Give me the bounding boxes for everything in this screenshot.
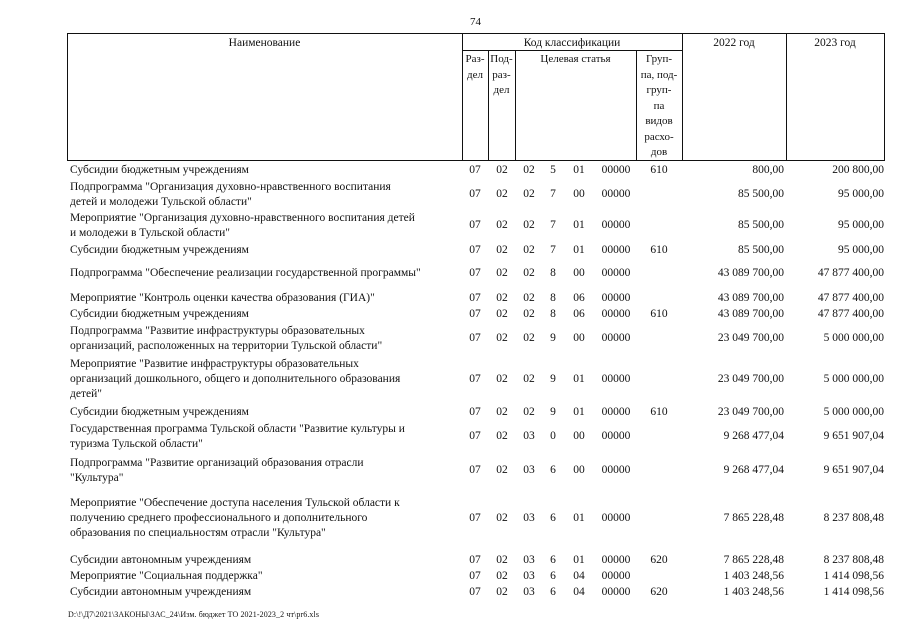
cell-c4: 00000 — [601, 308, 631, 320]
row-name — [70, 569, 462, 584]
cell-c4: 00000 — [601, 219, 631, 231]
row-name-line: организаций, расположенных на территории Тульской области" — [70, 340, 383, 352]
header-expense-group: Груп- па, под- груп- па видов расхо- дов — [640, 53, 678, 158]
cell-rz: 07 — [469, 188, 481, 200]
row-name-line: Подпрограмма "Развитие организаций образования отрасли — [70, 457, 364, 469]
row-name-line: Субсидии бюджетным учреждениям — [70, 164, 249, 176]
row-name-line: Субсидии автономным учреждениям — [70, 554, 252, 566]
table-row — [0, 180, 905, 210]
cell-2022-amount: 1 403 248,56 — [723, 570, 784, 582]
row-name-line: Субсидии бюджетным учреждениям — [70, 244, 249, 256]
cell-2023-amount: 47 877 400,00 — [817, 292, 884, 304]
cell-c1: 02 — [523, 219, 535, 231]
cell-c4: 00000 — [601, 244, 631, 256]
table-row — [0, 405, 905, 420]
cell-c2: 7 — [550, 219, 556, 231]
cell-c4: 00000 — [601, 554, 631, 566]
cell-c3: 00 — [573, 430, 585, 442]
cell-2022-amount: 1 403 248,56 — [723, 586, 784, 598]
row-name — [70, 324, 462, 354]
cell-c2: 6 — [550, 554, 556, 566]
cell-c2: 8 — [550, 292, 556, 304]
table-row — [0, 243, 905, 258]
cell-rz: 07 — [469, 164, 481, 176]
cell-c2: 9 — [550, 373, 556, 385]
cell-c2: 9 — [550, 406, 556, 418]
cell-c4: 00000 — [601, 373, 631, 385]
cell-c3: 01 — [573, 219, 585, 231]
table-row — [0, 211, 905, 241]
row-name-line: и молодежи в Тульской области" — [70, 227, 231, 239]
row-name-line: Субсидии автономным учреждениям — [70, 586, 252, 598]
cell-2022-amount: 43 089 700,00 — [717, 308, 784, 320]
cell-c3: 01 — [573, 406, 585, 418]
cell-pr: 02 — [496, 292, 508, 304]
row-name-line: Мероприятие "Обеспечение доступа населения Тульской области к — [70, 497, 400, 509]
row-name — [70, 496, 462, 541]
row-name-line: организаций дошкольного, общего и дополнительного образования — [70, 373, 401, 385]
table-row — [0, 357, 905, 402]
row-name-line: детей и молодежи Тульской области" — [70, 196, 252, 208]
table-row — [0, 422, 905, 452]
row-name-line: детей" — [70, 388, 102, 400]
cell-c2: 8 — [550, 308, 556, 320]
row-name-line: получению среднего профессионального и дополнительного — [70, 512, 368, 524]
cell-pr: 02 — [496, 164, 508, 176]
cell-vr: 610 — [650, 164, 668, 176]
cell-c1: 02 — [523, 406, 535, 418]
cell-c3: 01 — [573, 554, 585, 566]
cell-c3: 00 — [573, 188, 585, 200]
header-podrazdel: Под- раз- дел — [490, 53, 513, 96]
row-name-line: образования по специальностям отрасли "Культура" — [70, 527, 326, 539]
row-name — [70, 180, 462, 210]
cell-c4: 00000 — [601, 267, 631, 279]
cell-c4: 00000 — [601, 188, 631, 200]
header-bottom-border — [67, 160, 885, 161]
cell-pr: 02 — [496, 332, 508, 344]
cell-pr: 02 — [496, 554, 508, 566]
cell-rz: 07 — [469, 430, 481, 442]
cell-c3: 06 — [573, 308, 585, 320]
cell-c2: 8 — [550, 267, 556, 279]
cell-2023-amount: 95 000,00 — [838, 219, 884, 231]
cell-2023-amount: 95 000,00 — [838, 244, 884, 256]
cell-c3: 01 — [573, 512, 585, 524]
row-name-line: Государственная программа Тульской области "Развитие культуры и — [70, 423, 405, 435]
cell-2022-amount: 43 089 700,00 — [717, 292, 784, 304]
table-row — [0, 324, 905, 354]
cell-2023-amount: 8 237 808,48 — [823, 512, 884, 524]
cell-2023-amount: 200 800,00 — [832, 164, 884, 176]
row-name — [70, 456, 462, 486]
table-row — [0, 553, 905, 568]
row-name-line: Подпрограмма "Развитие инфраструктуры образовательных — [70, 325, 365, 337]
header-col-divider-year — [786, 33, 787, 161]
cell-rz: 07 — [469, 308, 481, 320]
header-classification: Код классификации — [523, 37, 621, 49]
cell-pr: 02 — [496, 586, 508, 598]
header-target-article: Целевая статья — [540, 53, 611, 65]
cell-rz: 07 — [469, 554, 481, 566]
cell-c2: 6 — [550, 586, 556, 598]
cell-2023-amount: 8 237 808,48 — [823, 554, 884, 566]
header-left-border — [67, 33, 68, 161]
cell-c2: 6 — [550, 464, 556, 476]
header-classification-divider — [462, 50, 682, 51]
header-right-border — [884, 33, 885, 161]
cell-2023-amount: 95 000,00 — [838, 188, 884, 200]
file-path-footer: D:\!\Д7\2021\ЗАКОНЫ\ЗАС_24\Изм. бюджет ТО 2021-2023_2 чт\pr6.xls — [68, 610, 320, 619]
table-row — [0, 585, 905, 600]
cell-c2: 9 — [550, 332, 556, 344]
table-row — [0, 307, 905, 322]
cell-vr: 610 — [650, 406, 668, 418]
cell-c3: 00 — [573, 332, 585, 344]
cell-c3: 04 — [573, 586, 585, 598]
header-year-2023: 2023 год — [814, 37, 856, 49]
cell-2022-amount: 7 865 228,48 — [723, 512, 784, 524]
row-name-line: Подпрограмма "Обеспечение реализации государственной программы" — [70, 267, 421, 279]
row-name — [70, 266, 462, 281]
cell-c3: 01 — [573, 164, 585, 176]
cell-c4: 00000 — [601, 430, 631, 442]
row-name-line: Мероприятие "Социальная поддержка" — [70, 570, 263, 582]
row-name — [70, 243, 462, 258]
header-top-border — [67, 33, 885, 34]
cell-pr: 02 — [496, 188, 508, 200]
table-row — [0, 496, 905, 541]
cell-c2: 0 — [550, 430, 556, 442]
cell-c4: 00000 — [601, 586, 631, 598]
cell-c1: 03 — [523, 570, 535, 582]
cell-c4: 00000 — [601, 570, 631, 582]
cell-vr: 610 — [650, 244, 668, 256]
cell-2022-amount: 85 500,00 — [738, 244, 784, 256]
cell-pr: 02 — [496, 406, 508, 418]
row-name — [70, 585, 462, 600]
cell-c2: 7 — [550, 188, 556, 200]
cell-rz: 07 — [469, 332, 481, 344]
row-name-line: Субсидии бюджетным учреждениям — [70, 308, 249, 320]
cell-c2: 6 — [550, 570, 556, 582]
page-number: 74 — [470, 16, 481, 28]
cell-c1: 03 — [523, 464, 535, 476]
row-name-line: туризма Тульской области" — [70, 438, 203, 450]
cell-c4: 00000 — [601, 406, 631, 418]
row-name — [70, 422, 462, 452]
row-name-line: Субсидии бюджетным учреждениям — [70, 406, 249, 418]
cell-c3: 06 — [573, 292, 585, 304]
cell-rz: 07 — [469, 267, 481, 279]
cell-rz: 07 — [469, 586, 481, 598]
cell-c3: 01 — [573, 244, 585, 256]
cell-rz: 07 — [469, 406, 481, 418]
table-row — [0, 266, 905, 281]
cell-c4: 00000 — [601, 164, 631, 176]
cell-c1: 02 — [523, 308, 535, 320]
cell-c4: 00000 — [601, 464, 631, 476]
cell-c1: 02 — [523, 267, 535, 279]
row-name-line: Подпрограмма "Организация духовно-нравственного воспитания — [70, 181, 391, 193]
row-name — [70, 291, 462, 306]
table-row — [0, 569, 905, 584]
cell-vr: 610 — [650, 308, 668, 320]
cell-pr: 02 — [496, 267, 508, 279]
cell-c4: 00000 — [601, 332, 631, 344]
row-name — [70, 163, 462, 178]
cell-2022-amount: 23 049 700,00 — [717, 406, 784, 418]
cell-pr: 02 — [496, 512, 508, 524]
row-name-line: Мероприятие "Организация духовно-нравственного воспитания детей — [70, 212, 415, 224]
cell-pr: 02 — [496, 308, 508, 320]
cell-c1: 02 — [523, 164, 535, 176]
cell-pr: 02 — [496, 244, 508, 256]
cell-pr: 02 — [496, 570, 508, 582]
cell-2023-amount: 5 000 000,00 — [823, 332, 884, 344]
cell-c1: 02 — [523, 244, 535, 256]
header-year-2022: 2022 год — [713, 37, 755, 49]
cell-c4: 00000 — [601, 292, 631, 304]
cell-rz: 07 — [469, 570, 481, 582]
row-name — [70, 307, 462, 322]
cell-c3: 04 — [573, 570, 585, 582]
cell-rz: 07 — [469, 512, 481, 524]
row-name — [70, 211, 462, 241]
cell-c1: 03 — [523, 586, 535, 598]
cell-c3: 01 — [573, 373, 585, 385]
cell-c1: 03 — [523, 512, 535, 524]
cell-2022-amount: 85 500,00 — [738, 188, 784, 200]
cell-2022-amount: 23 049 700,00 — [717, 373, 784, 385]
header-name: Наименование — [228, 37, 301, 49]
row-name — [70, 553, 462, 568]
cell-2022-amount: 9 268 477,04 — [723, 464, 784, 476]
cell-2023-amount: 5 000 000,00 — [823, 373, 884, 385]
cell-c1: 03 — [523, 430, 535, 442]
row-name-line: Мероприятие "Контроль оценки качества образования (ГИА)" — [70, 292, 375, 304]
cell-2023-amount: 5 000 000,00 — [823, 406, 884, 418]
cell-rz: 07 — [469, 464, 481, 476]
cell-c3: 00 — [573, 267, 585, 279]
cell-c3: 00 — [573, 464, 585, 476]
cell-rz: 07 — [469, 373, 481, 385]
cell-2022-amount: 9 268 477,04 — [723, 430, 784, 442]
cell-rz: 07 — [469, 244, 481, 256]
header-col-divider-group — [682, 33, 683, 161]
cell-vr: 620 — [650, 586, 668, 598]
cell-c1: 02 — [523, 373, 535, 385]
cell-c2: 7 — [550, 244, 556, 256]
row-name-line: "Культура" — [70, 472, 124, 484]
cell-2023-amount: 47 877 400,00 — [817, 267, 884, 279]
cell-c4: 00000 — [601, 512, 631, 524]
cell-pr: 02 — [496, 430, 508, 442]
cell-2022-amount: 23 049 700,00 — [717, 332, 784, 344]
header-razdel: Раз- дел — [465, 53, 485, 81]
cell-2022-amount: 800,00 — [752, 164, 784, 176]
cell-2023-amount: 9 651 907,04 — [823, 430, 884, 442]
cell-c2: 6 — [550, 512, 556, 524]
table-row — [0, 456, 905, 486]
table-row — [0, 163, 905, 178]
cell-c1: 02 — [523, 188, 535, 200]
cell-2023-amount: 1 414 098,56 — [823, 586, 884, 598]
cell-2022-amount: 85 500,00 — [738, 219, 784, 231]
cell-pr: 02 — [496, 219, 508, 231]
cell-c2: 5 — [550, 164, 556, 176]
cell-2023-amount: 47 877 400,00 — [817, 308, 884, 320]
table-row — [0, 291, 905, 306]
cell-2023-amount: 1 414 098,56 — [823, 570, 884, 582]
cell-2022-amount: 7 865 228,48 — [723, 554, 784, 566]
cell-2022-amount: 43 089 700,00 — [717, 267, 784, 279]
cell-vr: 620 — [650, 554, 668, 566]
cell-pr: 02 — [496, 373, 508, 385]
row-name-line: Мероприятие "Развитие инфраструктуры образовательных — [70, 358, 359, 370]
row-name — [70, 405, 462, 420]
cell-c1: 02 — [523, 292, 535, 304]
cell-rz: 07 — [469, 292, 481, 304]
cell-pr: 02 — [496, 464, 508, 476]
cell-c1: 03 — [523, 554, 535, 566]
cell-rz: 07 — [469, 219, 481, 231]
cell-2023-amount: 9 651 907,04 — [823, 464, 884, 476]
cell-c1: 02 — [523, 332, 535, 344]
row-name — [70, 357, 462, 402]
